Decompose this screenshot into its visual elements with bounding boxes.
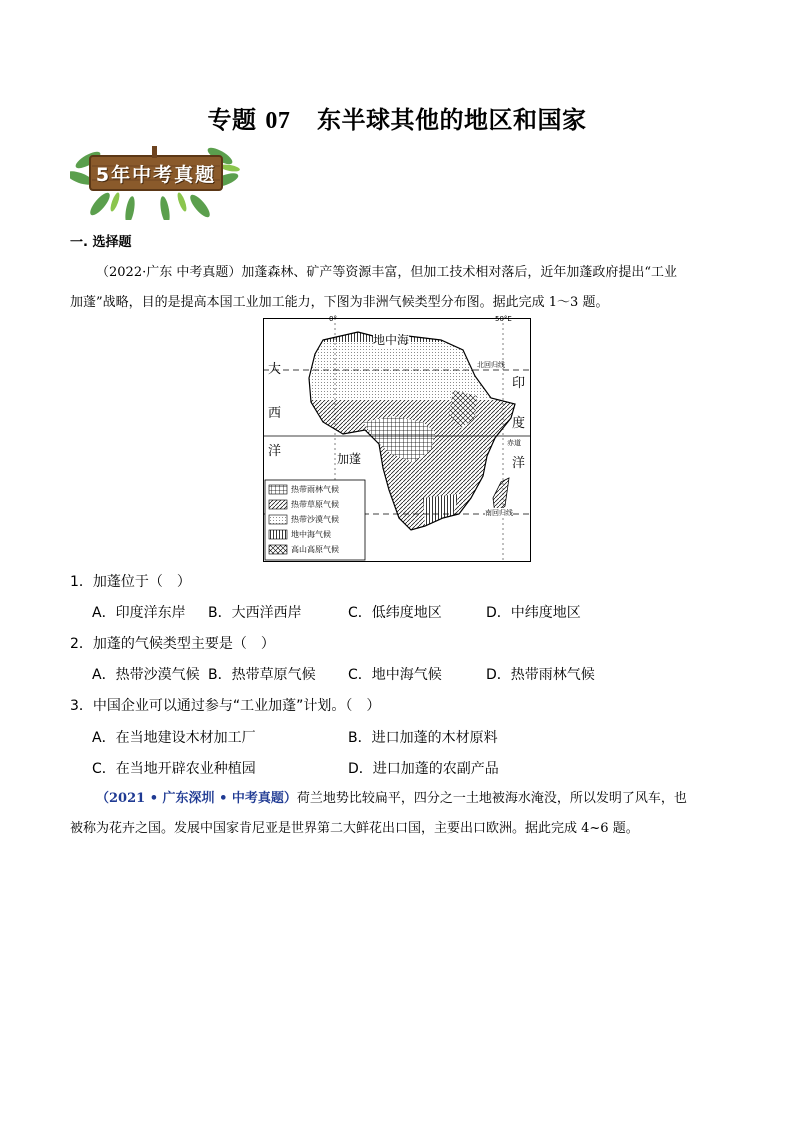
legend-item-highland: 高山高原气候	[291, 545, 339, 554]
title-prefix: 专题	[207, 106, 257, 134]
q2-option-d[interactable]: D．热带雨林气候	[486, 667, 595, 683]
intro1-line2: 加蓬”战略，目的是提高本国工业加工能力，下图为非洲气候类型分布图。据此完成 1～3 题。	[70, 295, 609, 310]
section-heading: 一. 选择题	[70, 235, 132, 250]
q1-option-c[interactable]: C．低纬度地区	[348, 605, 442, 621]
indian-char-2: 度	[512, 416, 526, 431]
indian-char-1: 印	[512, 376, 526, 391]
badge-text: 5年中考真题	[95, 164, 217, 186]
indian-char-3: 洋	[512, 456, 526, 471]
lon-label-50e: 50°E	[495, 315, 512, 323]
equator-label: 赤道	[507, 439, 521, 447]
legend-item-mediterranean: 地中海气候	[291, 530, 331, 539]
atlantic-char-2: 西	[268, 406, 282, 421]
africa-climate-map	[263, 315, 531, 562]
intro2-line2: 被称为花卉之国。发展中国家肯尼亚是世界第二大鲜花出口国，主要出口欧洲。据此完成 4~6 题。	[70, 821, 639, 836]
q2-option-c[interactable]: C．地中海气候	[348, 667, 442, 683]
page-title	[0, 100, 794, 135]
q1-option-a[interactable]: A．印度洋东岸	[92, 605, 186, 621]
source-tag-2: （2021 • 广东深圳 • 中考真题）	[96, 791, 297, 806]
q1-option-b[interactable]: B．大西洋西岸	[208, 605, 302, 621]
title-number: 07	[265, 108, 291, 134]
title-text: 东半球其他的地区和国家	[316, 106, 587, 134]
question-3-stem: 3．中国企业可以通过参与“工业加蓬”计划。（ ）	[70, 698, 381, 714]
q3-option-b[interactable]: B．进口加蓬的木材原料	[348, 730, 498, 746]
source-tag-1: （2022·广东 中考真题）	[96, 265, 242, 280]
q3-option-d[interactable]: D．进口加蓬的农副产品	[348, 761, 499, 777]
legend-item-savanna: 热带草原气候	[291, 500, 339, 509]
sea-label: 地中海	[373, 333, 410, 347]
q1-option-d[interactable]: D．中纬度地区	[486, 605, 581, 621]
atlantic-char-3: 洋	[268, 444, 282, 459]
atlantic-char-1: 大	[268, 362, 282, 377]
tropic-capricorn-label: 南回归线	[485, 509, 513, 517]
intro-paragraph-2	[70, 784, 725, 844]
legend-item-desert: 热带沙漠气候	[291, 515, 339, 524]
question-1-stem: 1．加蓬位于（ ）	[70, 574, 191, 590]
legend-item-rainforest: 热带雨林气候	[291, 485, 339, 494]
lon-label-0: 0°	[329, 315, 337, 323]
intro-paragraph-1	[70, 258, 725, 318]
intro2-line1: 荷兰地势比较扁平，四分之一土地被海水淹没，所以发明了风车，也	[296, 791, 687, 806]
question-2-stem: 2．加蓬的气候类型主要是（ ）	[70, 636, 275, 652]
q2-option-b[interactable]: B．热带草原气候	[208, 667, 316, 683]
q3-option-c[interactable]: C．在当地开辟农业种植园	[92, 761, 256, 777]
intro1-line1: 加蓬森林、矿产等资源丰富，但加工技术相对落后，近年加蓬政府提出“工业	[241, 265, 678, 280]
q2-option-a[interactable]: A．热带沙漠气候	[92, 667, 200, 683]
q3-option-a[interactable]: A．在当地建设木材加工厂	[92, 730, 256, 746]
exam-badge	[70, 140, 240, 220]
tropic-cancer-label: 北回归线	[477, 361, 505, 369]
gabon-label: 加蓬	[337, 452, 362, 466]
